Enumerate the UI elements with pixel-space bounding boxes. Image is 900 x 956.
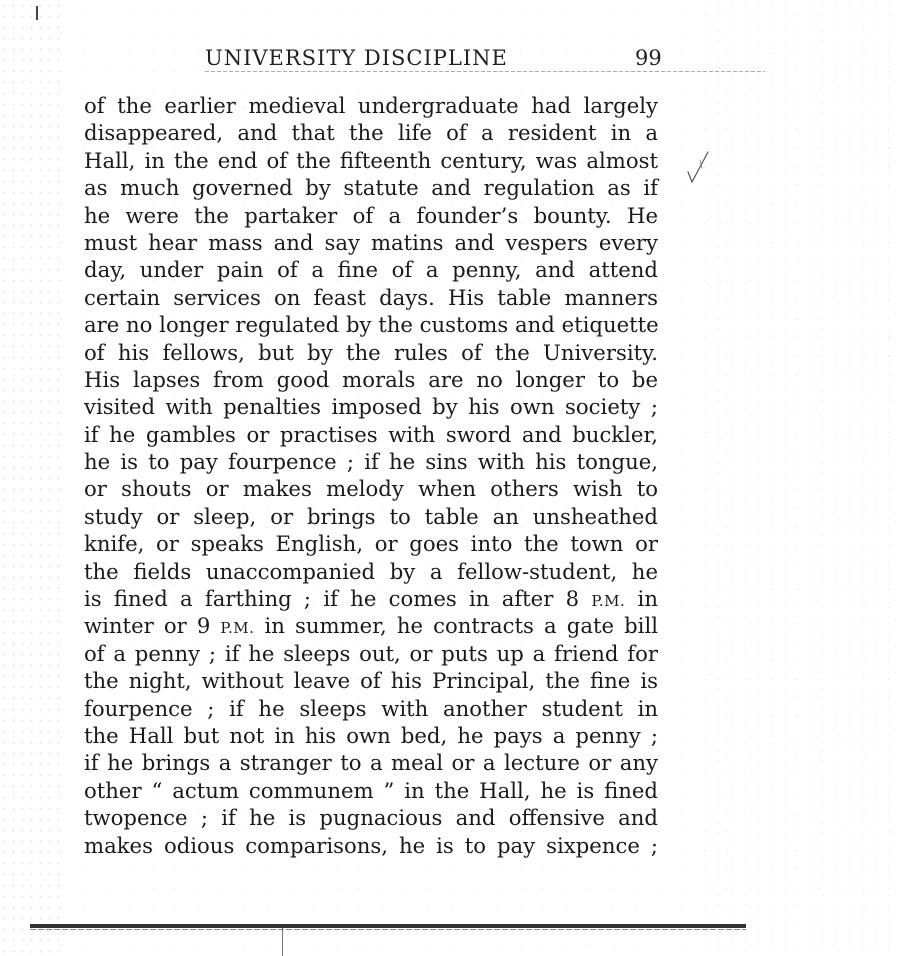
page-header xyxy=(205,46,665,74)
text-line: other “ actum communem ” in the Hall, he is fined xyxy=(84,777,658,803)
text-line: twopence ; if he is pugnacious and offensive and xyxy=(84,805,658,831)
text-line: of the earlier medieval undergraduate had largely xyxy=(84,93,658,118)
text-line: His lapses from good morals are no longer to be xyxy=(84,366,658,392)
text-line: winter or 9 P.M. in summer, he contracts a gate bill xyxy=(84,613,658,639)
running-title: UNIVERSITY DISCIPLINE xyxy=(205,46,508,70)
text-line: of a penny ; if he sleeps out, or puts up a friend for xyxy=(84,640,658,666)
text-line: must hear mass and say matins and vespers every xyxy=(84,229,658,255)
text-line: day, under pain of a fine of a penny, and attend xyxy=(84,257,658,283)
text-line: the night, without leave of his Principal, the fine is xyxy=(84,668,658,694)
body-text xyxy=(84,92,658,859)
fold-line xyxy=(282,928,283,956)
text-line: study or sleep, or brings to table an unsheathed xyxy=(84,503,658,529)
bottom-rule-shadow xyxy=(30,929,746,930)
header-underline xyxy=(205,71,765,72)
text-line: certain services on feast days. His table manners xyxy=(84,284,658,310)
text-line: if he brings a stranger to a meal or a lecture or any xyxy=(84,750,658,776)
text-line: the Hall but not in his own bed, he pays a penny ; xyxy=(84,722,658,748)
pencil-check-mark-icon xyxy=(684,150,712,186)
text-line: are no longer regulated by the customs and etiquette xyxy=(84,312,659,338)
text-line: if he gambles or practises with sword and buckler, xyxy=(84,421,658,447)
edge-tick-mark xyxy=(36,6,38,20)
text-line: knife, or speaks English, or goes into the town or xyxy=(84,531,658,557)
text-line: he were the partaker of a founder’s bounty. He xyxy=(84,202,658,228)
text-line: as much governed by statute and regulation as if xyxy=(84,175,658,201)
left-gutter-speckle xyxy=(0,0,60,956)
text-line: or shouts or makes melody when others wish to xyxy=(84,476,658,502)
text-line: is fined a farthing ; if he comes in after 8 P.M. in xyxy=(84,586,658,612)
page-number: 99 xyxy=(635,46,662,70)
text-line: fourpence ; if he sleeps with another student in xyxy=(84,695,658,721)
text-line: Hall, in the end of the fifteenth century, was almost xyxy=(84,147,658,173)
right-gutter-speckle xyxy=(700,0,900,956)
text-line: visited with penalties imposed by his own society ; xyxy=(84,394,658,420)
text-line: of his fellows, but by the rules of the University. xyxy=(84,339,658,365)
text-line: disappeared, and that the life of a resident in a xyxy=(84,120,658,146)
text-line: he is to pay fourpence ; if he sins with his tongue, xyxy=(84,449,658,475)
text-line: makes odious comparisons, he is to pay sixpence ; xyxy=(84,832,658,858)
bottom-rule xyxy=(30,924,746,928)
text-line: the fields unaccompanied by a fellow-student, he xyxy=(84,558,658,584)
